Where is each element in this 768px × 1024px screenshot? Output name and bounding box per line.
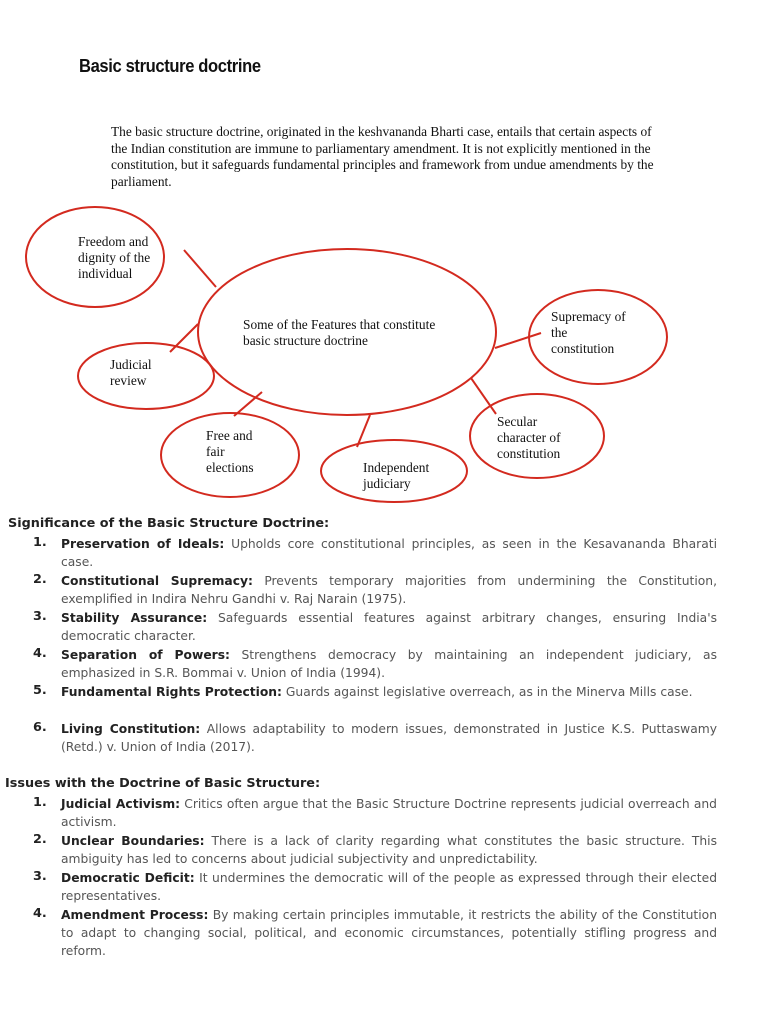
item-text: There is a lack of clarity regarding what constitutes the basic structure. This ambiguity has led to concerns about judicial subjectivity and unpredictability.	[61, 834, 717, 866]
item-number: 1.	[33, 535, 47, 550]
node-secular-label: Secular character of constitution	[497, 414, 561, 461]
item-body	[61, 720, 717, 756]
item-body	[61, 646, 717, 682]
item-term: Separation of Powers:	[61, 648, 230, 662]
item-text: Guards against legislative overreach, as in the Minerva Mills case.	[285, 685, 693, 699]
item-term: Preservation of Ideals:	[61, 537, 225, 551]
item-number: 1.	[33, 795, 47, 810]
item-term: Constitutional Supremacy:	[61, 574, 253, 588]
item-body	[61, 832, 717, 868]
intro-paragraph: The basic structure doctrine, originated in the keshvananda Bharti case, entails that certain aspects of the Indian constitution are immune to parliamentary amendment. It is not explicitly mentioned in the constitution, but it safeguards fundamental principles and framework from undue amendments by the parliament.	[111, 124, 654, 189]
item-term: Unclear Boundaries:	[61, 834, 205, 848]
issues-heading: Issues with the Doctrine of Basic Structure:	[5, 776, 321, 791]
page-title: Basic structure doctrine	[79, 56, 261, 76]
item-term: Judicial Activism:	[61, 797, 181, 811]
item-term: Amendment Process:	[61, 908, 209, 922]
connector-secular	[471, 378, 496, 414]
item-number: 3.	[33, 609, 47, 624]
item-body	[61, 906, 717, 960]
item-body	[61, 683, 717, 701]
item-text: Upholds core constitutional principles, as seen in the Kesavananda Bharati case.	[61, 537, 717, 569]
item-number: 4.	[33, 646, 47, 661]
item-body	[61, 609, 717, 645]
item-text: By making certain principles immutable, it restricts the ability of the Constitution to adapt to changing social, political, and economic circumstances, potentially stifling progress and reform.	[61, 908, 717, 958]
item-body	[61, 795, 717, 831]
item-term: Living Constitution:	[61, 722, 201, 736]
item-number: 4.	[33, 906, 47, 921]
item-body	[61, 869, 717, 905]
item-number: 6.	[33, 720, 47, 735]
node-judicial-review-label: Judicial review	[110, 357, 152, 388]
item-term: Fundamental Rights Protection:	[61, 685, 282, 699]
item-body	[61, 535, 717, 571]
item-number: 5.	[33, 683, 47, 698]
item-term: Democratic Deficit:	[61, 871, 195, 885]
significance-heading: Significance of the Basic Structure Doctrine:	[8, 516, 330, 531]
item-text: Strengthens democracy by maintaining an independent judiciary, as emphasized in S.R. Bommai v. Union of India (1994).	[61, 648, 717, 680]
item-text: Critics often argue that the Basic Structure Doctrine represents judicial overreach and activism.	[61, 797, 717, 829]
item-text: Safeguards essential features against arbitrary changes, ensuring India's democratic character.	[61, 611, 717, 643]
node-supremacy-label: Supremacy of the constitution	[551, 309, 626, 356]
center-label: Some of the Features that constitute basic structure doctrine	[243, 317, 436, 348]
item-body	[61, 572, 717, 608]
item-text: Allows adaptability to modern issues, demonstrated in Justice K.S. Puttaswamy (Retd.) v. Union of India (2017).	[61, 722, 717, 754]
item-text: It undermines the democratic will of the people as expressed through their elected representatives.	[61, 871, 717, 903]
item-term: Stability Assurance:	[61, 611, 208, 625]
node-independent-judiciary-label: Independent judiciary	[363, 460, 430, 491]
node-free-elections-label: Free and fair elections	[206, 428, 254, 475]
connector-freedom	[184, 250, 216, 287]
connector-supremacy	[495, 333, 541, 348]
item-number: 2.	[33, 832, 47, 847]
item-number: 3.	[33, 869, 47, 884]
item-text: Prevents temporary majorities from undermining the Constitution, exemplified in Indira Nehru Gandhi v. Raj Narain (1975).	[61, 574, 717, 606]
node-freedom-label: Freedom and dignity of the individual	[78, 234, 151, 281]
item-number: 2.	[33, 572, 47, 587]
